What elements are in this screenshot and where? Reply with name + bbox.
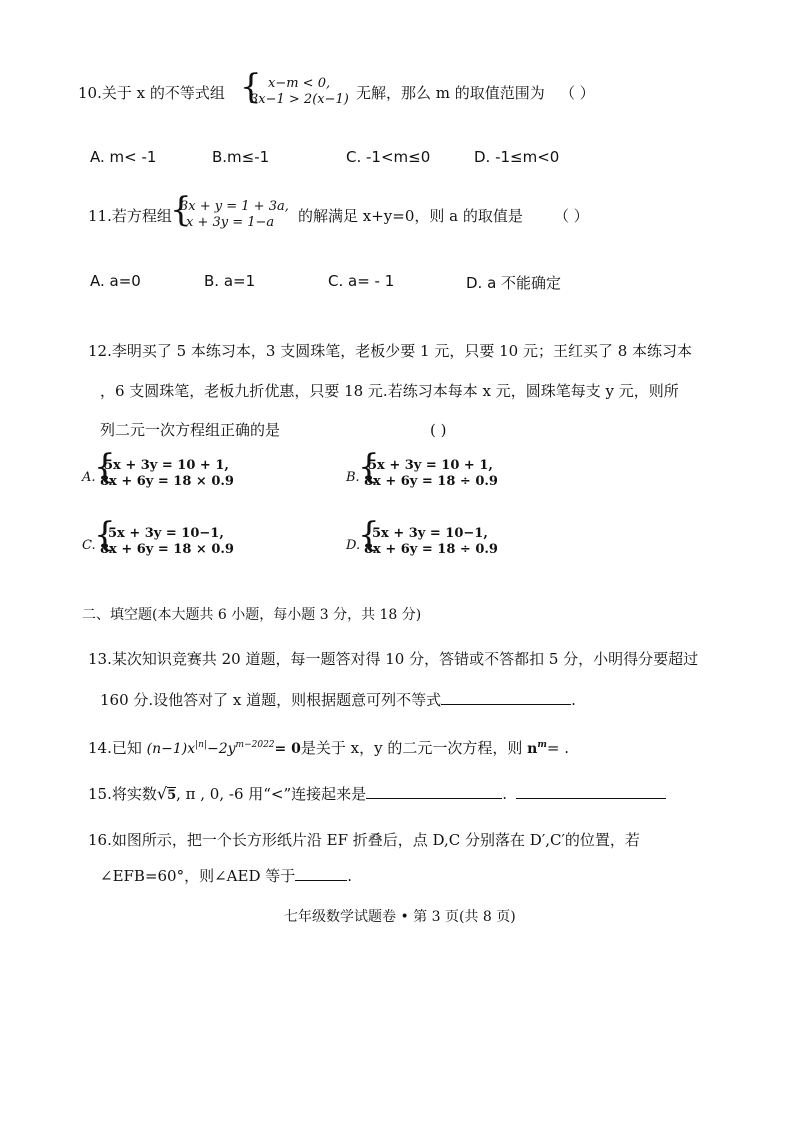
q14-expr-c: = 0 [274, 741, 301, 757]
q13-line2 [100, 690, 576, 709]
q10-option-d: D. -1≤m<0 [474, 148, 560, 166]
q14-exp-a: |n| [195, 740, 207, 750]
q12-option-d-label: D. [346, 538, 361, 553]
q14-expr-b: −2y [207, 741, 236, 757]
q11-option-b: B. a=1 [204, 272, 256, 290]
q12-line3: 列二元一次方程组正确的是 [100, 421, 281, 439]
q12-option-a-eq2: 8x + 6y = 18 × 0.9 [100, 474, 234, 489]
page-footer: 七年级数学试题卷 • 第 3 页(共 8 页) [284, 909, 516, 925]
q15-answer-blank-2[interactable] [516, 784, 666, 799]
q12-option-d-eq1: 5x + 3y = 10−1, [372, 526, 488, 541]
q12-option-c-eq1: 5x + 3y = 10−1, [108, 526, 224, 541]
q10-option-b: B.m≤-1 [212, 148, 270, 166]
q11-suffix: 的解满足 x+y=0，则 a 的取值是 [298, 207, 523, 225]
q14-expr-a: (n−1)x [146, 741, 196, 757]
q12-option-d-system [358, 515, 558, 560]
q14-end: = . [546, 739, 569, 757]
q12-line1: 12.李明买了 5 本练习本，3 支圆珠笔，老板少要 1 元，只要 10 元；王红买了 8 本练习本 [88, 342, 693, 360]
q12-option-a-label: A. [82, 470, 96, 485]
q16-line2 [100, 866, 352, 885]
q14-middle: 是关于 x，y 的二元一次方程，则 [300, 739, 523, 757]
q15-mid: . [502, 785, 507, 803]
q10-answer-paren: （ ） [560, 84, 595, 102]
q14-n-exp: m [537, 740, 547, 750]
q12-option-d-eq2: 8x + 6y = 18 ÷ 0.9 [364, 542, 498, 557]
q10-suffix: 无解，那么 m 的取值范围为 [356, 84, 545, 102]
q11-option-d: D. a 不能确定 [466, 274, 562, 292]
q14-exp-b: m−2022 [235, 740, 275, 750]
q11-eq2: x + 3y = 1−a [186, 215, 275, 230]
q12-answer-paren: ( ) [430, 421, 447, 439]
q10-brace: { [240, 67, 262, 107]
q13-line1: 13.某次知识竞赛共 20 道题，每一题答对得 10 分，答错或不答都扣 5 分，小明得分要超过 [88, 650, 699, 668]
q12-option-d-brace: { [358, 515, 380, 555]
q12-option-b-eq1: 5x + 3y = 10 + 1, [368, 458, 493, 473]
q12-option-b-brace: { [358, 447, 380, 487]
q16-line1: 16.如图所示，把一个长方形纸片沿 EF 折叠后，点 D,C 分别落在 D′,C′的位置，若 [88, 831, 640, 849]
q11-system [170, 190, 300, 235]
q13-end: . [571, 691, 576, 709]
q13-answer-blank[interactable] [441, 690, 571, 705]
q12-option-c-label: C. [82, 538, 96, 553]
q12-line2: ，6 支圆珠笔，老板九折优惠，只要 18 元.若练习本每本 x 元，圆珠笔每支 y 元，则所 [100, 382, 679, 400]
q11-brace: { [170, 190, 192, 230]
q15-prefix: 15.将实数 [88, 785, 157, 803]
q12-option-a-eq1: 5x + 3y = 10 + 1, [104, 458, 229, 473]
q10-option-a: A. m< -1 [90, 148, 157, 166]
q14-prefix: 14.已知 [88, 739, 142, 757]
q12-option-c-system [94, 515, 294, 560]
q10-option-c: C. -1<m≤0 [346, 148, 431, 166]
q10-system [240, 67, 360, 112]
q14-line [88, 736, 569, 758]
q16-end: . [347, 867, 353, 885]
q12-option-c-eq2: 8x + 6y = 18 × 0.9 [100, 542, 234, 557]
q12-option-b-eq2: 8x + 6y = 18 ÷ 0.9 [364, 474, 498, 489]
q13-line2-text: 160 分.设他答对了 x 道题，则根据题意可列不等式 [100, 691, 442, 709]
q11-eq1: 3x + y = 1 + 3a, [180, 199, 289, 214]
q15-answer-blank-1[interactable] [366, 784, 502, 799]
q10-eq1: x−m < 0, [268, 76, 331, 91]
q11-answer-paren: （ ） [554, 207, 589, 225]
q12-option-b-system [358, 447, 558, 492]
q11-prefix: 11.若方程组 [88, 207, 172, 225]
q12-option-c-brace: { [94, 515, 116, 555]
q12-option-a-system [94, 447, 294, 492]
q15-sqrt-value: 5 [167, 788, 177, 803]
q11-option-a: A. a=0 [90, 272, 141, 290]
q11-option-c: C. a= - 1 [328, 272, 395, 290]
q16-line2-text: ∠EFB=60°，则∠AED 等于 [100, 867, 296, 885]
q16-answer-blank[interactable] [295, 866, 347, 881]
sqrt-icon: √ [156, 784, 168, 803]
q15-list: , π , 0, -6 用“<”连接起来是 [176, 785, 367, 803]
q10-eq2: 3x−1 > 2(x−1) [250, 92, 349, 107]
q12-option-a-brace: { [94, 447, 116, 487]
section-heading-fill-blank: 二、填空题(本大题共 6 小题，每小题 3 分，共 18 分) [82, 607, 422, 623]
q12-option-b-label: B. [346, 470, 360, 485]
q10-prefix: 10.关于 x 的不等式组 [78, 84, 225, 102]
q14-n-base: n [527, 741, 538, 757]
q15-line [88, 784, 666, 805]
